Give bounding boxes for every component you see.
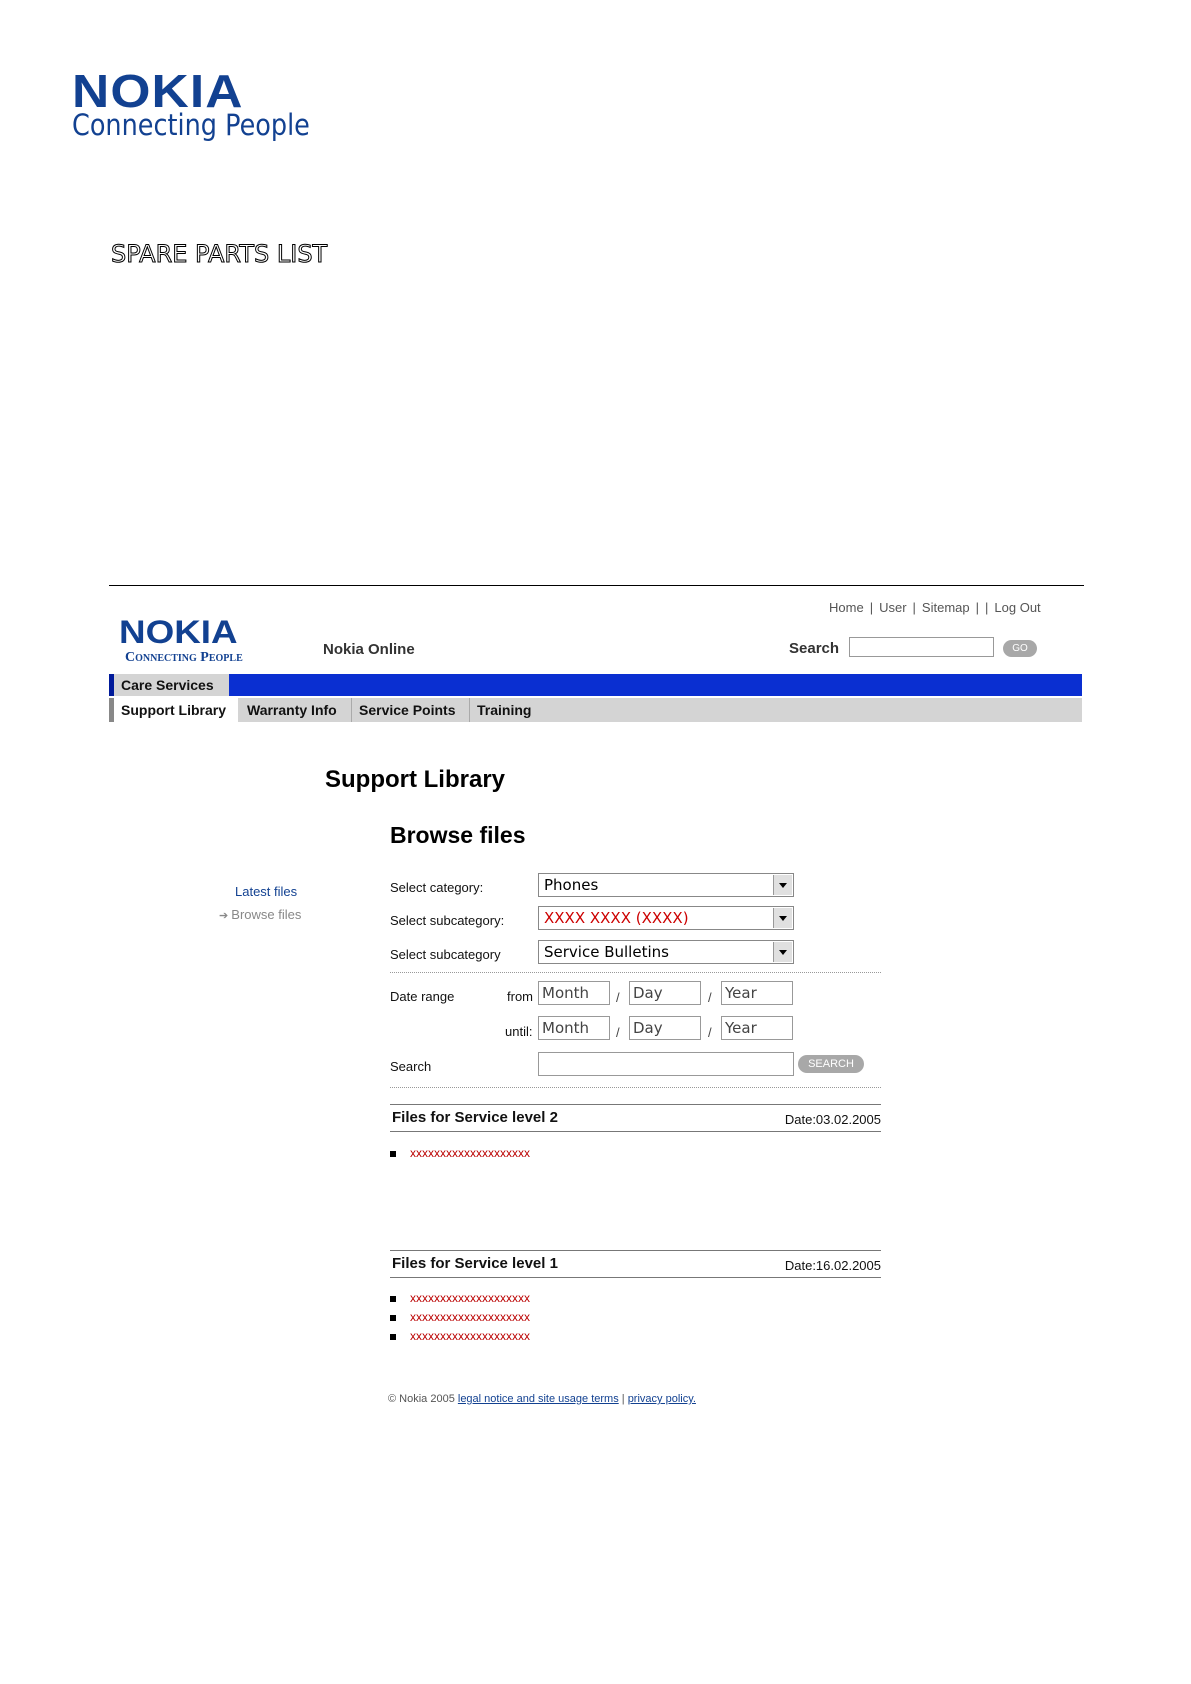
- top-link-separator: |: [912, 600, 916, 615]
- header-search-label: Search: [789, 640, 840, 657]
- tab-support-library[interactable]: Support Library: [114, 698, 238, 722]
- until-year-input[interactable]: Year: [721, 1016, 793, 1040]
- subcategory2-label: Select subcategory: [390, 947, 501, 962]
- arrow-right-icon: ➔: [219, 910, 232, 922]
- legal-notice-link[interactable]: legal notice and site usage terms: [457, 1393, 619, 1405]
- section-rule: [390, 1104, 881, 1105]
- from-year-input[interactable]: Year: [721, 981, 793, 1005]
- section-title: Browse files: [390, 822, 526, 848]
- section-heading: Files for Service level 1: [392, 1255, 558, 1272]
- search-label: Search: [390, 1059, 432, 1074]
- section-date: Date:03.02.2005: [784, 1112, 881, 1127]
- top-link-separator: |: [975, 600, 980, 615]
- section-date: Date:16.02.2005: [784, 1258, 881, 1273]
- date-separator: /: [616, 990, 620, 1005]
- section-heading: Files for Service level 2: [392, 1109, 558, 1126]
- site-logo-wordmark[interactable]: NOKIA: [119, 614, 238, 650]
- file-link[interactable]: xxxxxxxxxxxxxxxxxxxx: [410, 1310, 530, 1324]
- bullet-icon: [390, 1151, 396, 1157]
- file-link[interactable]: xxxxxxxxxxxxxxxxxxxx: [410, 1329, 530, 1343]
- file-link[interactable]: xxxxxxxxxxxxxxxxxxxx: [410, 1291, 530, 1305]
- copyright: © Nokia 2005: [388, 1393, 455, 1405]
- category-value: Phones: [544, 876, 599, 894]
- sitemap-link[interactable]: Sitemap: [921, 600, 970, 615]
- section-rule: [390, 1277, 881, 1278]
- sidebar-item-browse-files[interactable]: [219, 907, 301, 922]
- subcategory-label: Select subcategory:: [390, 913, 505, 928]
- sidebar-item-label: Browse files: [231, 907, 302, 922]
- date-separator: /: [616, 1025, 620, 1040]
- go-button[interactable]: GO: [1003, 640, 1037, 657]
- search-button[interactable]: SEARCH: [798, 1055, 864, 1073]
- category-label: Select category:: [390, 880, 484, 895]
- tab-service-points[interactable]: Service Points: [351, 698, 463, 722]
- subcategory-value: XXXX XXXX (XXXX): [544, 909, 689, 927]
- until-month-input[interactable]: Month: [538, 1016, 610, 1040]
- user-link[interactable]: User: [879, 600, 907, 615]
- file-link[interactable]: xxxxxxxxxxxxxxxxxxxx: [410, 1146, 530, 1160]
- tab-care-services[interactable]: Care Services: [114, 674, 229, 696]
- chevron-down-icon[interactable]: [773, 942, 792, 962]
- tab-training[interactable]: Training: [469, 698, 538, 722]
- chevron-down-icon[interactable]: [773, 908, 792, 928]
- subcategory2-value: Service Bulletins: [544, 943, 669, 961]
- home-link[interactable]: Home: [829, 600, 864, 615]
- date-range-label: Date range: [390, 989, 455, 1004]
- bullet-icon: [390, 1315, 396, 1321]
- site-logo-tagline: Connecting People: [125, 650, 243, 665]
- date-separator: /: [708, 1025, 712, 1040]
- top-links: [826, 600, 1044, 615]
- tab-warranty-info[interactable]: Warranty Info: [247, 702, 337, 718]
- date-separator: /: [708, 990, 712, 1005]
- bullet-icon: [390, 1334, 396, 1340]
- section-rule: [390, 1250, 881, 1251]
- header-search-input[interactable]: [849, 637, 994, 657]
- site-name: Nokia Online: [323, 641, 415, 658]
- until-day-input[interactable]: Day: [629, 1016, 701, 1040]
- nokia-logo-wordmark: NOKIA: [72, 65, 244, 117]
- logout-link[interactable]: Log Out: [994, 600, 1041, 615]
- divider: [390, 1087, 881, 1088]
- page-title: Support Library: [325, 766, 506, 793]
- footer: [388, 1393, 696, 1405]
- top-link-separator: |: [985, 600, 989, 615]
- chevron-down-icon[interactable]: [773, 875, 792, 895]
- list-item[interactable]: [390, 1291, 530, 1305]
- document-title: SPARE PARTS LIST: [111, 240, 328, 268]
- privacy-policy-link[interactable]: privacy policy.: [627, 1393, 696, 1405]
- from-label: from: [507, 989, 533, 1004]
- nokia-logo-tagline: Connecting People: [72, 108, 310, 142]
- footer-separator: |: [621, 1393, 625, 1405]
- from-day-input[interactable]: Day: [629, 981, 701, 1005]
- from-month-input[interactable]: Month: [538, 981, 610, 1005]
- search-input[interactable]: [538, 1052, 794, 1076]
- list-item[interactable]: [390, 1310, 530, 1324]
- bullet-icon: [390, 1296, 396, 1302]
- subcategory-select[interactable]: [538, 906, 794, 930]
- primary-nav-bar: [109, 674, 1082, 696]
- sidebar-item-latest-files[interactable]: Latest files: [235, 884, 298, 899]
- screenshot-top-rule: [109, 585, 1084, 586]
- top-link-separator: |: [869, 600, 874, 615]
- divider: [390, 972, 881, 973]
- list-item[interactable]: [390, 1329, 530, 1343]
- section-rule: [390, 1131, 881, 1132]
- list-item[interactable]: [390, 1146, 530, 1160]
- category-select[interactable]: [538, 873, 794, 897]
- until-label: until:: [505, 1024, 533, 1039]
- subcategory2-select[interactable]: [538, 940, 794, 964]
